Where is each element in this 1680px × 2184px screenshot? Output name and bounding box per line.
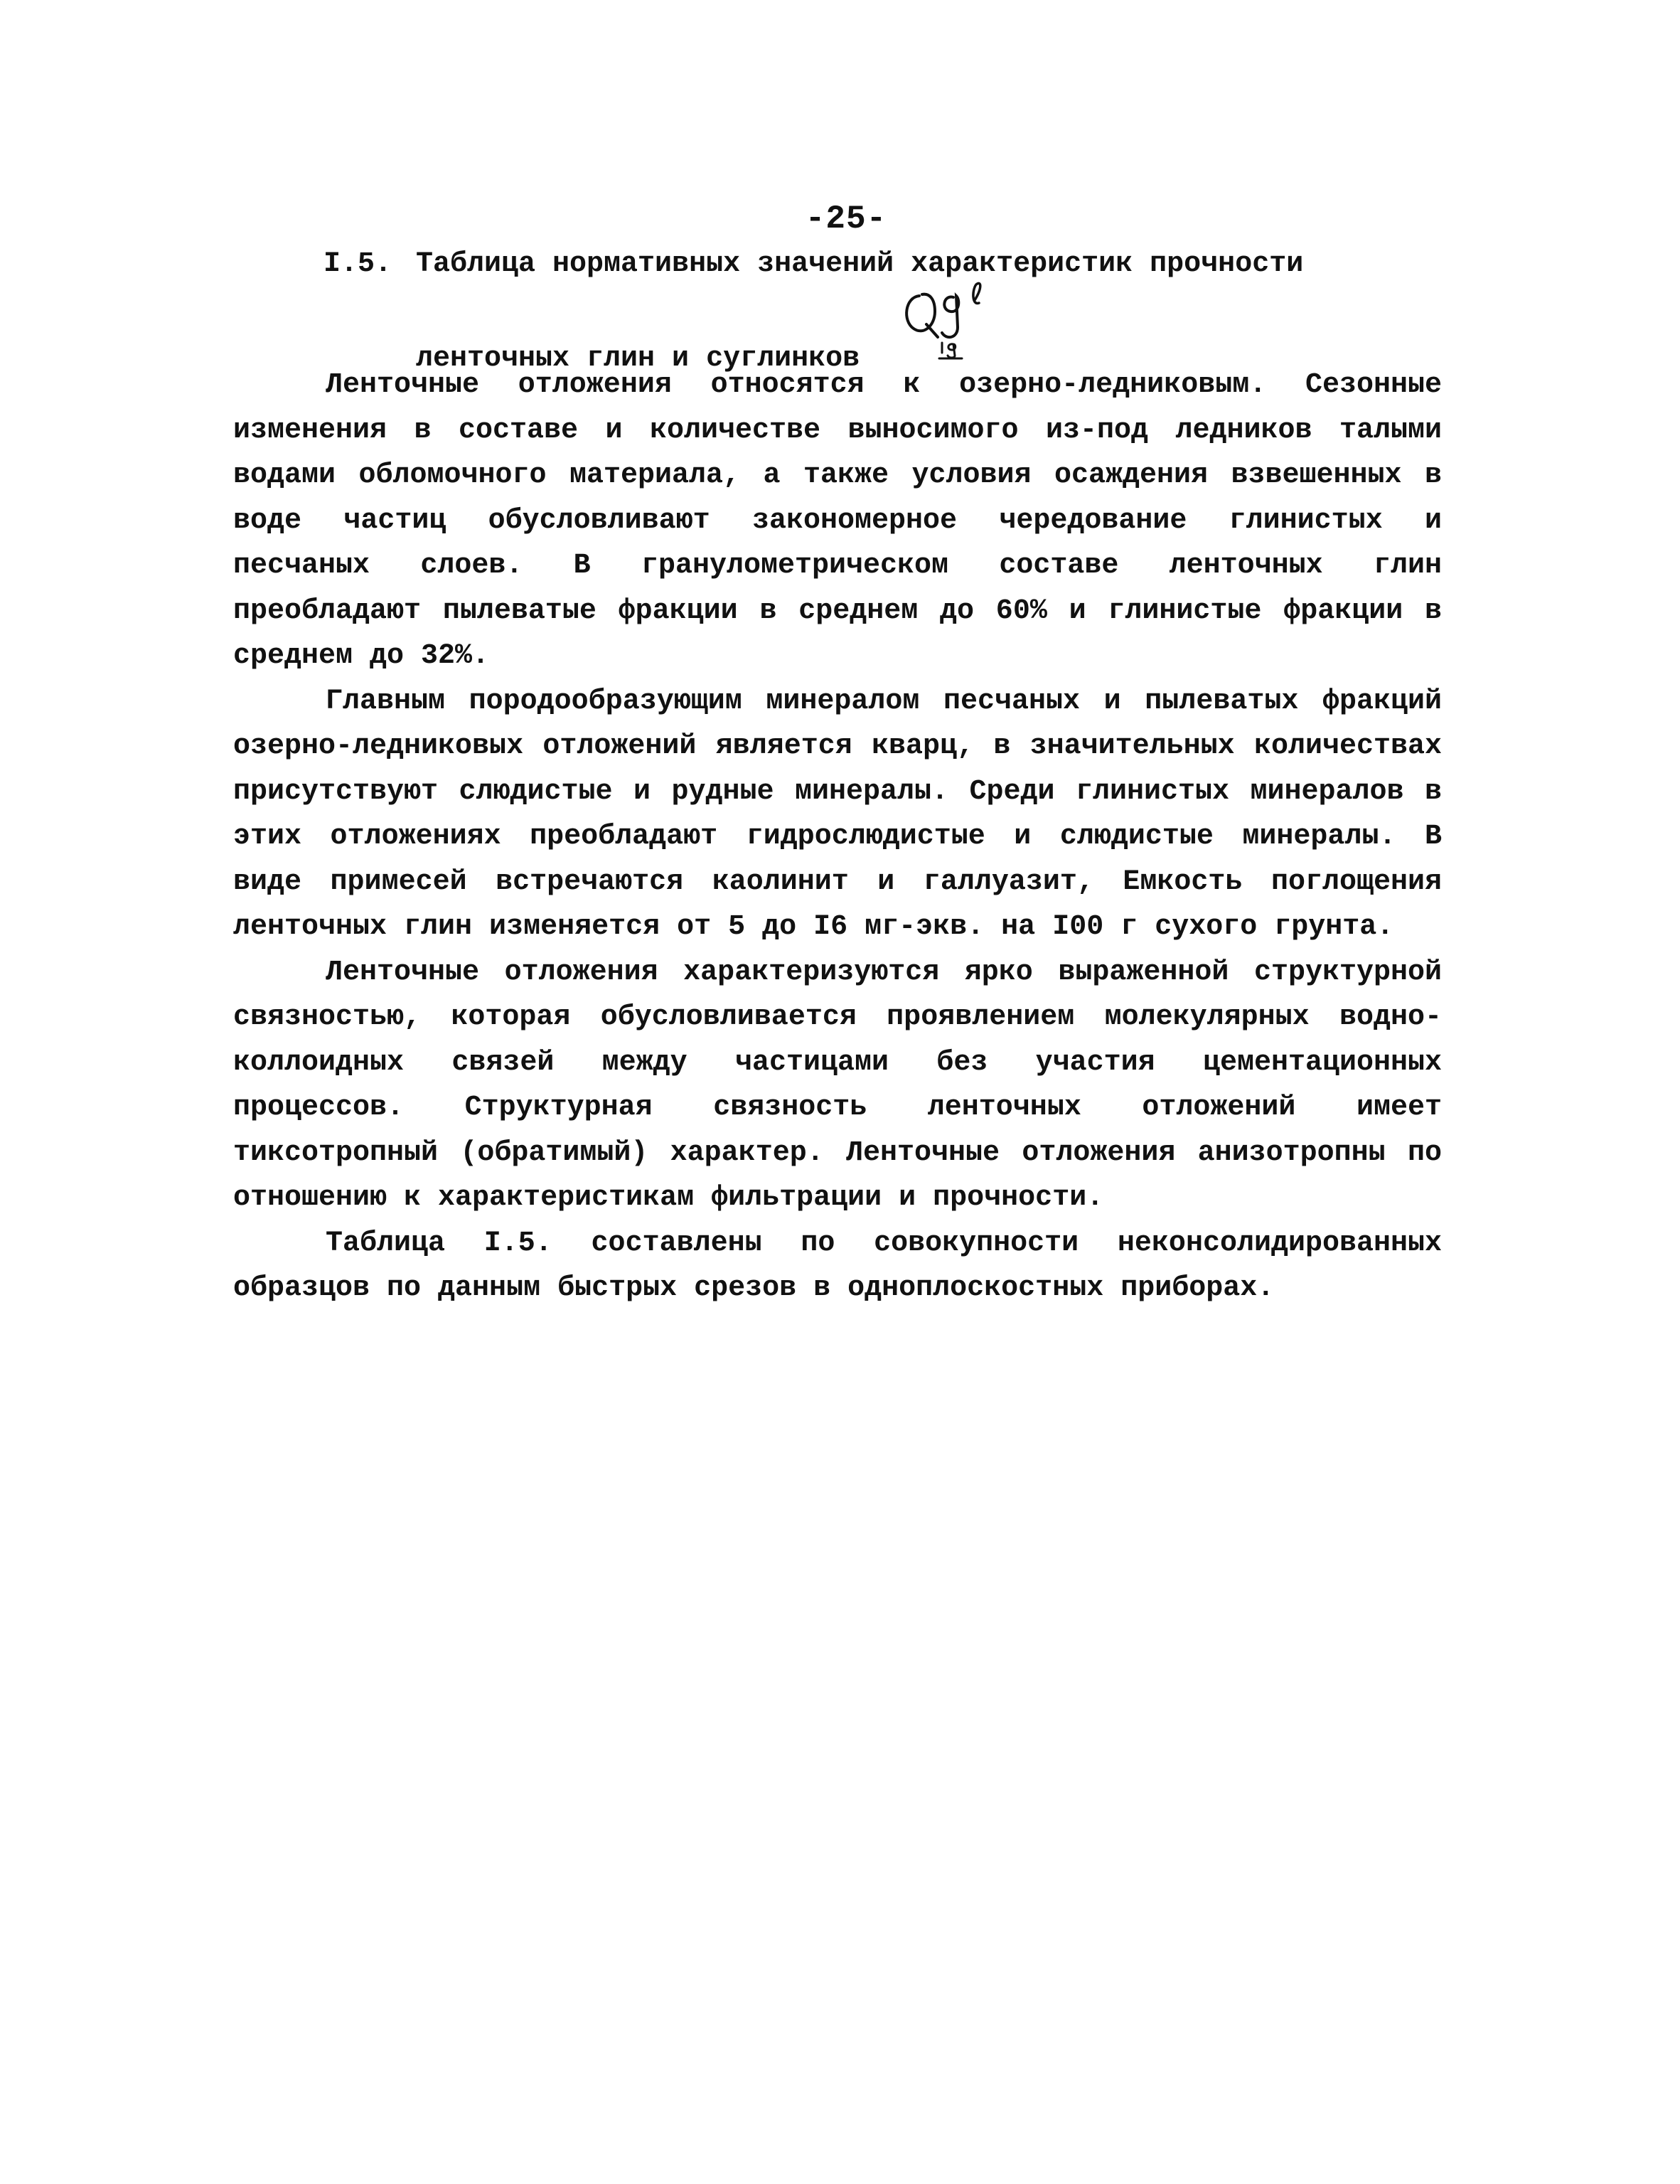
section-number: I.5.: [323, 248, 392, 280]
paragraph-2: Главным породообразующим минералом песчаных и пылеватых фракций озерно-ледниковых отложений является кварц, в значительных количествах присутствуют слюдистые и рудные минералы. Среди глинистых минералов в этих отложениях преобладают гидрослюдистые и слюдистые минералы. В виде примесей встречаются каолинит и галлуазит, Емкость поглощения ленточных глин изменяется от 5 до I6 мг-экв. на I00 г сухого грунта.: [233, 685, 1442, 943]
heading-title-line-1: Таблица нормативных значений характеристик прочности: [416, 248, 1304, 280]
page-number: -25-: [805, 201, 887, 238]
body-text: [233, 363, 1442, 1311]
heading-line-1: [323, 242, 1433, 287]
paragraph-3: Ленточные отложения характеризуются ярко выраженной структурной связностью, которая обусловливается проявлением молекулярных водно-коллоидных связей между частицами без участия цементационных процессов. Структурная связность ленточных отложений имеет тиксотропный (обратимый) характер. Ленточные отложения анизотропны по отношению к характеристикам фильтрации и прочности.: [233, 956, 1442, 1214]
handwritten-geology-index: [898, 282, 997, 360]
paragraph-4: Таблица I.5. составлены по совокупности неконсолидированных образцов по данным быстрых срезов в одноплоскостных приборах.: [233, 1227, 1442, 1304]
section-heading: [323, 242, 1433, 382]
paragraph-1: Ленточные отложения относятся к озерно-ледниковым. Сезонные изменения в составе и количестве выносимого из-под ледников талыми водами обломочного материала, а также условия осаждения взвешенных в воде частиц обусловливают закономерное чередование глинистых и песчаных слоев. В гранулометрическом составе ленточных глин преобладают пылеватые фракции в среднем до 60% и глинистые фракции в среднем до 32%.: [233, 369, 1442, 672]
handwritten-mark-icon: [898, 282, 997, 360]
heading-title-line-2: ленточных глин и суглинков: [416, 343, 860, 375]
